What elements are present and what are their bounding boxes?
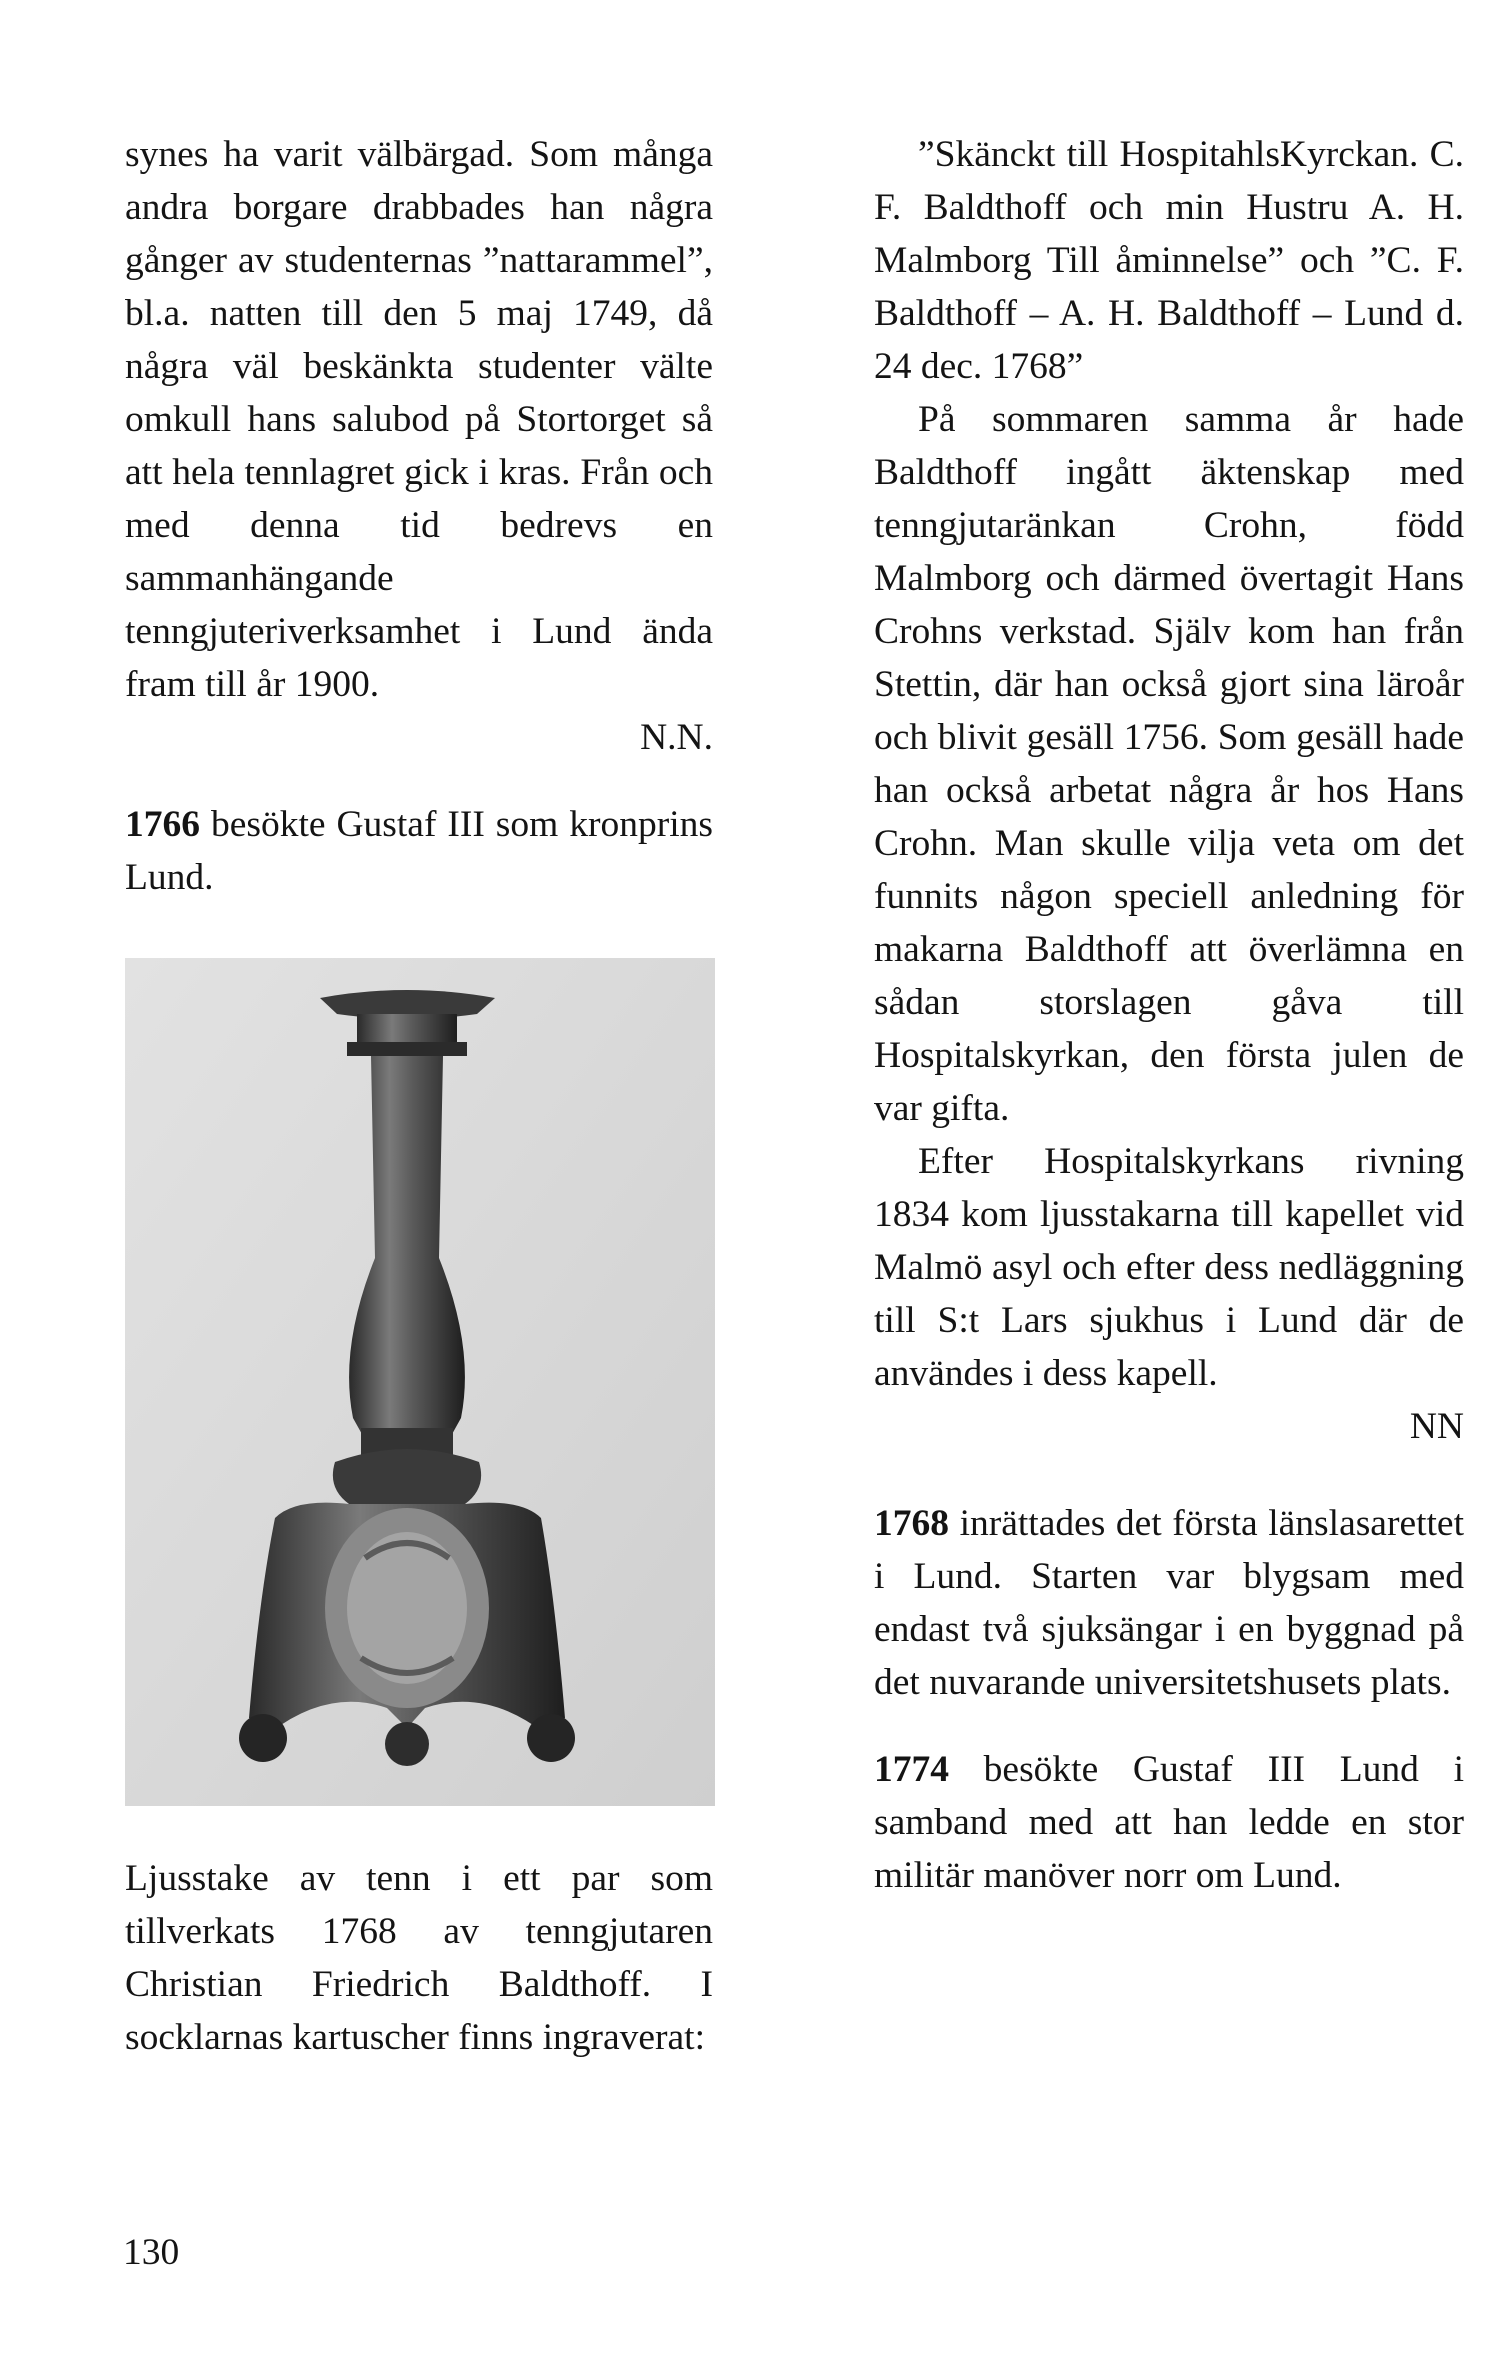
paragraph-baldthoff: På sommaren samma år hade Baldthoff ingått äktenskap med tenngjutaränkan Crohn, född Malmborg och därmed övertagit Hans Crohns verkstad. Själv kom han från Stettin, där han också gjort sina läroår och blivit gesäll 1756. Som gesäll hade han också arbetat några år hos Hans Crohn. Man skulle vilja veta om det funnits någon speciell anledning för makarna Baldthoff att överlämna en sådan storslagen gåva till Hospitalskyrkan, den första julen de var gifta. (874, 399, 1464, 1129)
paragraph-tenngjuteri: synes ha varit välbärgad. Som många andra borgare drabbades han några gånger av studenternas ”nattarammel”, bl.a. natten till den 5 maj 1749, då några väl beskänkta studenter välte omkull hans salubod på Stortorget så att hela tennlagret gick i kras. Från och med denna tid bedrevs en sammanhängande tenngjuteriverksamhet i Lund ända fram till år 1900. (125, 134, 713, 705)
entry-1768-text: inrättades det första länslasarettet i Lund. Starten var blygsam med endast två sjuksängar i en byggnad på det nuvarande universitetshusets plats. (874, 1503, 1464, 1703)
entry-1774 (874, 1743, 1464, 1902)
signature-nn-1: N.N. (640, 717, 713, 758)
page-number: 130 (123, 2232, 180, 2273)
left-column (125, 128, 713, 2064)
signature-nn-2: NN (1409, 1406, 1464, 1447)
year-1768: 1768 (874, 1503, 949, 1544)
entry-1766 (125, 798, 713, 904)
photo-caption: Ljusstake av tenn i ett par som tillverkats 1768 av tenngjutaren Christian Friedrich Baldthoff. I socklarnas kartuscher finns ingraverat: (125, 1858, 713, 2058)
entry-1768 (874, 1497, 1464, 1709)
year-1774: 1774 (874, 1749, 949, 1790)
candlestick-illustration (125, 958, 715, 1806)
right-column (874, 128, 1464, 1902)
entry-1774-text: besökte Gustaf III Lund i samband med att han ledde en stor militär manöver norr om Lund. (874, 1749, 1464, 1896)
year-1766: 1766 (125, 804, 200, 845)
candlestick-photo (125, 958, 715, 1806)
inscription-text: ”Skänckt till HospitahlsKyrckan. C. F. Baldthoff och min Hustru A. H. Malmborg Till åminnelse” och ”C. F. Baldthoff – A. H. Baldthoff – Lund d. 24 dec. 1768” (874, 134, 1464, 387)
entry-1766-text: besökte Gustaf III som kronprins Lund. (125, 804, 713, 898)
paragraph-hospitalskyrkan: Efter Hospitalskyrkans rivning 1834 kom ljusstakarna till kapellet vid Malmö asyl och efter dess nedläggning till S:t Lars sjukhus i Lund där de användes i dess kapell. (874, 1141, 1464, 1394)
